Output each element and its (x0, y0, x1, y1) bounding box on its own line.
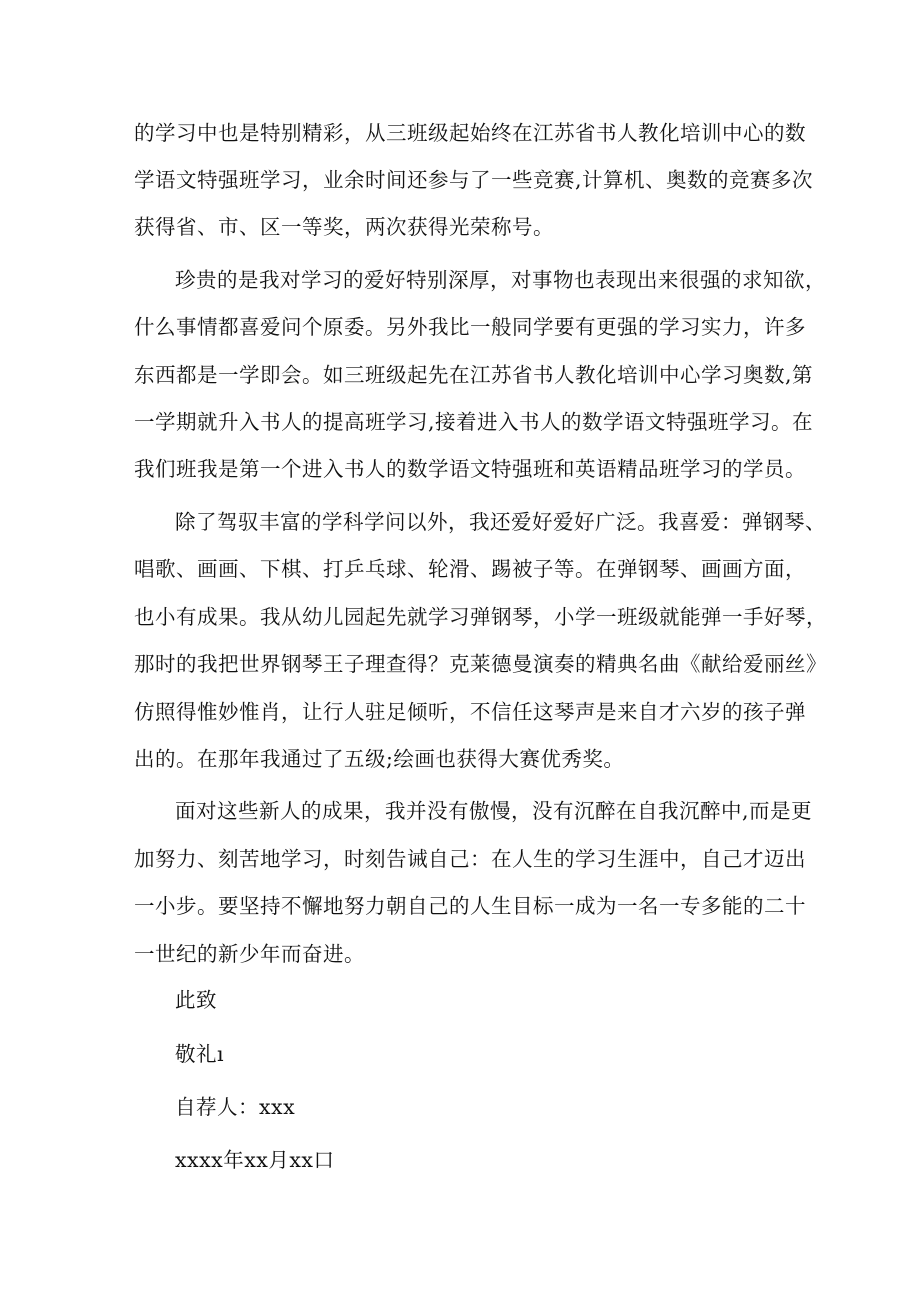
body-text-line: 一小步。要坚持不懈地努力朝自己的人生目标一成为一名一专多能的二十 (134, 894, 806, 918)
body-text-line: 的学习中也是特别精彩，从三班级起始终在江苏省书人教化培训中心的数 (134, 121, 806, 145)
paragraph-first-line: 面对这些新人的成果，我并没有傲慢，没有沉醉在自我沉醉中,而是更 (175, 799, 813, 823)
body-text-line: 我们班我是第一个进入书人的数学语文特强班和英语精品班学习的学员。 (134, 457, 806, 481)
body-text-line: 也小有成果。我从幼儿园起先就学习弹钢琴，小学一班级就能弹一手好琴， (134, 605, 827, 629)
body-text-line: 一学期就升入书人的提高班学习,接着进入书人的数学语文特强班学习。在 (134, 410, 814, 434)
body-text-line: 出的。在那年我通过了五级;绘画也获得大赛优秀奖。 (134, 747, 625, 771)
body-text-line: 什么事情都喜爱问个原委。另外我比一般同学要有更强的学习实力，许多 (134, 315, 806, 339)
paragraph-first-line: 珍贵的是我对学习的爱好特别深厚，对事物也表现出来很强的求知欲， (175, 268, 826, 292)
body-text-line: 唱歌、画画、下棋、打乒乓球、轮滑、踢被子等。在弹钢琴、画画方面， (134, 557, 806, 581)
body-text-line: 加努力、刻苦地学习，时刻告诫自己：在人生的学习生涯中，自己才迈出 (134, 847, 806, 871)
signature: 自荐人：xxx (175, 1095, 296, 1119)
paragraph-first-line: 除了驾驭丰富的学科学问以外，我还爱好爱好广泛。我喜爱：弹钢琴、 (175, 510, 826, 534)
body-text-line: 获得省、市、区一等奖，两次获得光荣称号。 (134, 215, 554, 239)
body-text-line: 东西都是一学即会。如三班级起先在江苏省书人教化培训中心学习奥数,第 (134, 363, 814, 387)
body-text-line: 学语文特强班学习，业余时间还参与了一些竞赛,计算机、奥数的竞赛多次 (134, 168, 814, 192)
body-text-line: 一世纪的新少年而奋进。 (134, 942, 365, 966)
body-text-line: 仿照得惟妙惟肖，让行人驻足倾听，不信任这琴声是来自才六岁的孩子弹 (134, 700, 806, 724)
regards: 敬礼ı (175, 1042, 225, 1066)
date: xxxx年xx月xx口 (175, 1148, 335, 1172)
body-text-line: 那时的我把世界钢琴王子理查得？克莱德曼演奏的精典名曲《献给爱丽丝》 (134, 652, 827, 676)
salutation: 此致 (175, 988, 217, 1012)
